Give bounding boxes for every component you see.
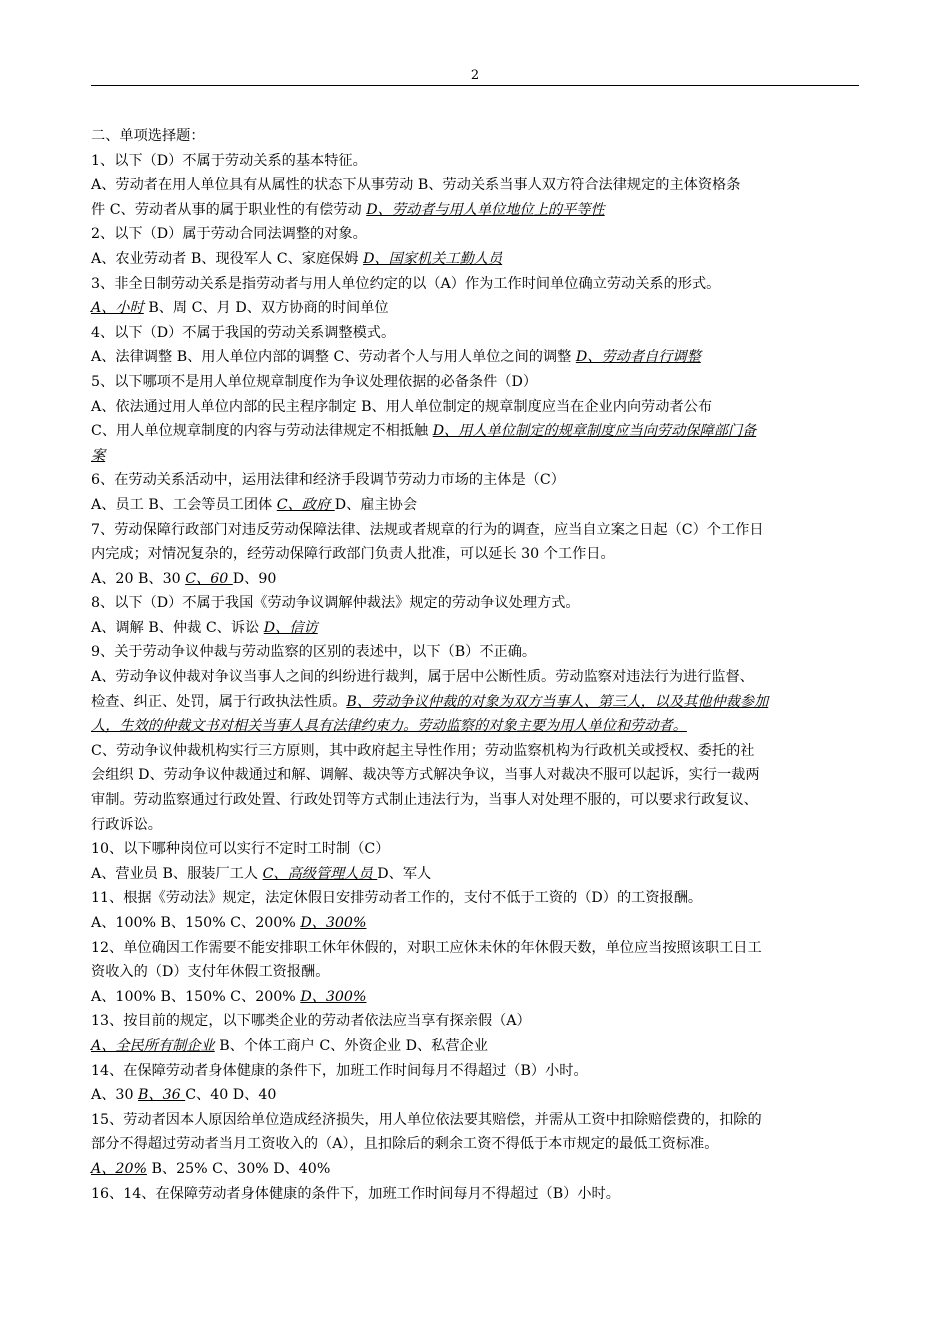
text-run: A、劳动争议仲裁对争议当事人之间的纠纷进行裁判，属于居中公断性质。劳动监察对违法行为进行监督、 [91,669,754,686]
text-line [91,1108,861,1133]
text-run: 15、劳动者因本人原因给单位造成经济损失，用人单位依法要其赔偿，并需从工资中扣除赔偿费的，扣除的 [91,1111,762,1128]
answer-highlight: D、劳动者与用人单位地位上的平等性 [366,201,605,218]
text-run: 16、14、在保障劳动者身体健康的条件下，加班工作时间每月不得超过（B）小时。 [91,1185,620,1202]
text-line [91,198,861,223]
text-run: 会组织 D、劳动争议仲裁通过和解、调解、裁决等方式解决争议，当事人对裁决不服可以起诉，实行一裁两 [91,767,760,784]
text-run: 7、劳动保障行政部门对违反劳动保障法律、法规或者规章的行为的调查，应当自立案之日起（C）个工作日 [91,521,764,538]
text-run: 1、以下（D）不属于劳动关系的基本特征。 [91,152,367,169]
text-run: A、员工 B、工会等员工团体 [91,496,277,513]
text-run: A、20 B、30 [91,570,186,587]
text-run: 12、单位确因工作需要不能安排职工休年休假的，对职工应休未休的年休假天数，单位应当按照该职工日工 [91,939,762,956]
text-line [91,837,861,862]
text-line [91,1009,861,1034]
text-run: A、劳动者在用人单位具有从属性的状态下从事劳动 B、劳动关系当事人双方符合法律规定的主体资格条 [91,177,741,194]
text-line [91,665,861,690]
text-line [91,591,861,616]
text-line [91,296,861,321]
text-line [91,690,861,715]
text-run: 5、以下哪项不是用人单位规章制度作为争议处理依据的必备条件（D） [91,373,538,390]
text-run: 审制。劳动监察通过行政处置、行政处罚等方式制止违法行为，当事人对处理不服的，可以要求行政复议、 [91,792,758,809]
text-run: D、军人 [377,865,432,882]
text-line [91,444,861,469]
text-line [91,493,861,518]
answer-highlight: B、劳动争议仲裁的对象为双方当事人、第三人，以及其他仲裁参加 [346,693,769,710]
answer-highlight: A、全民所有制企业 [91,1037,215,1054]
text-line [91,936,861,961]
text-line [91,124,861,149]
text-run: 13、按目前的规定，以下哪类企业的劳动者依法应当享有探亲假（A） [91,1013,531,1030]
text-run: 11、根据《劳动法》规定，法定休假日安排劳动者工作的，支付不低于工资的（D）的工资报酬。 [91,890,703,907]
text-line [91,714,861,739]
text-line [91,222,861,247]
text-run: 6、在劳动关系活动中，运用法律和经济手段调节劳动力市场的主体是（C） [91,472,565,489]
answer-highlight: B、36 [138,1087,186,1104]
text-run: 检查、纠正、处罚，属于行政执法性质。 [91,693,347,710]
answer-highlight: 案 [91,447,106,464]
text-run: C、40 D、40 [185,1087,277,1104]
text-line [91,788,861,813]
text-line [91,1059,861,1084]
answer-highlight: C、60 [185,570,233,587]
text-line [91,149,861,174]
text-run: A、100% B、150% C、200% [91,988,301,1005]
text-run: 8、以下（D）不属于我国《劳动争议调解仲裁法》规定的劳动争议处理方式。 [91,595,580,612]
answer-highlight: C、政府 [276,496,335,513]
text-run: A、调解 B、仲裁 C、诉讼 [91,619,264,636]
text-line [91,419,861,444]
text-line [91,542,861,567]
text-line [91,395,861,420]
text-run: 10、以下哪种岗位可以实行不定时工时制（C） [91,841,390,858]
text-line [91,1132,861,1157]
text-run: B、周 C、月 D、双方协商的时间单位 [143,300,389,317]
text-run: A、营业员 B、服装厂工人 [91,865,263,882]
text-run: A、法律调整 B、用人单位内部的调整 C、劳动者个人与用人单位之间的调整 [91,349,576,366]
answer-highlight: C、高级管理人员 [262,865,378,882]
text-line [91,1182,861,1207]
text-run: 2、以下（D）属于劳动合同法调整的对象。 [91,226,367,243]
text-line [91,567,861,592]
text-run: 4、以下（D）不属于我国的劳动关系调整模式。 [91,324,396,341]
answer-highlight: D、信访 [263,619,318,636]
text-line [91,985,861,1010]
answer-highlight: D、300% [300,988,367,1005]
text-run: A、农业劳动者 B、现役军人 C、家庭保姆 [91,250,364,267]
text-run: 14、在保障劳动者身体健康的条件下，加班工作时间每月不得超过（B）小时。 [91,1062,588,1079]
text-run: D、90 [232,570,277,587]
text-line [91,911,861,936]
text-line [91,468,861,493]
text-line [91,640,861,665]
text-run: A、100% B、150% C、200% [91,915,301,931]
answer-highlight: D、300% [300,915,367,931]
text-line [91,960,861,985]
text-line [91,247,861,272]
answer-highlight: A、20% [91,1160,147,1177]
text-line [91,272,861,297]
text-line [91,763,861,788]
text-run: 二、单项选择题： [91,128,205,144]
text-line [91,321,861,346]
text-run: 件 C、劳动者从事的属于职业性的有偿劳动 [91,201,367,218]
text-line [91,1034,861,1059]
answer-highlight: D、用人单位制定的规章制度应当向劳动保障部门备 [432,423,757,440]
text-line [91,370,861,395]
text-line [91,1157,861,1182]
text-line [91,739,861,764]
text-run: B、个体工商户 C、外资企业 D、私营企业 [214,1037,488,1054]
text-line [91,345,861,370]
text-run: 部分不得超过劳动者当月工资收入的（A），且扣除后的剩余工资不得低于本市规定的最低工资标准。 [91,1136,719,1153]
text-run: 行政诉讼。 [91,816,162,833]
text-run: A、依法通过用人单位内部的民主程序制定 B、用人单位制定的规章制度应当在企业内向劳动者公布 [91,398,713,415]
text-run: B、25% C、30% D、40% [146,1160,331,1177]
text-line [91,518,861,543]
answer-highlight: D、劳动者自行调整 [575,349,701,366]
text-line [91,886,861,911]
text-run: 资收入的（D）支付年休假工资报酬。 [91,964,330,981]
text-run: A、30 [91,1087,138,1104]
text-run: C、用人单位规章制度的内容与劳动法律规定不相抵触 [91,423,433,440]
answer-highlight: D、国家机关工勤人员 [363,250,503,267]
text-line [91,813,861,838]
text-run: D、雇主协会 [334,496,418,513]
text-run: 9、关于劳动争议仲裁与劳动监察的区别的表述中，以下（B）不正确。 [91,644,537,661]
text-line [91,862,861,887]
answer-highlight: A、小时 [91,300,144,317]
text-line [91,1083,861,1108]
header-rule [91,85,859,86]
text-run: 内完成；对情况复杂的，经劳动保障行政部门负责人批准，可以延长 30 个工作日。 [91,546,615,563]
answer-highlight: 人，生效的仲裁文书对相关当事人具有法律约束力。劳动监察的对象主要为用人单位和劳动者。 [91,718,687,735]
text-line [91,173,861,198]
text-run: 3、非全日制劳动关系是指劳动者与用人单位约定的以（A）作为工作时间单位确立劳动关系的形式。 [91,275,721,292]
document-body [91,124,861,1206]
text-line [91,616,861,641]
page-number: 2 [470,68,480,83]
text-run: C、劳动争议仲裁机构实行三方原则，其中政府起主导性作用；劳动监察机构为行政机关或授权、委托的社 [91,742,755,759]
